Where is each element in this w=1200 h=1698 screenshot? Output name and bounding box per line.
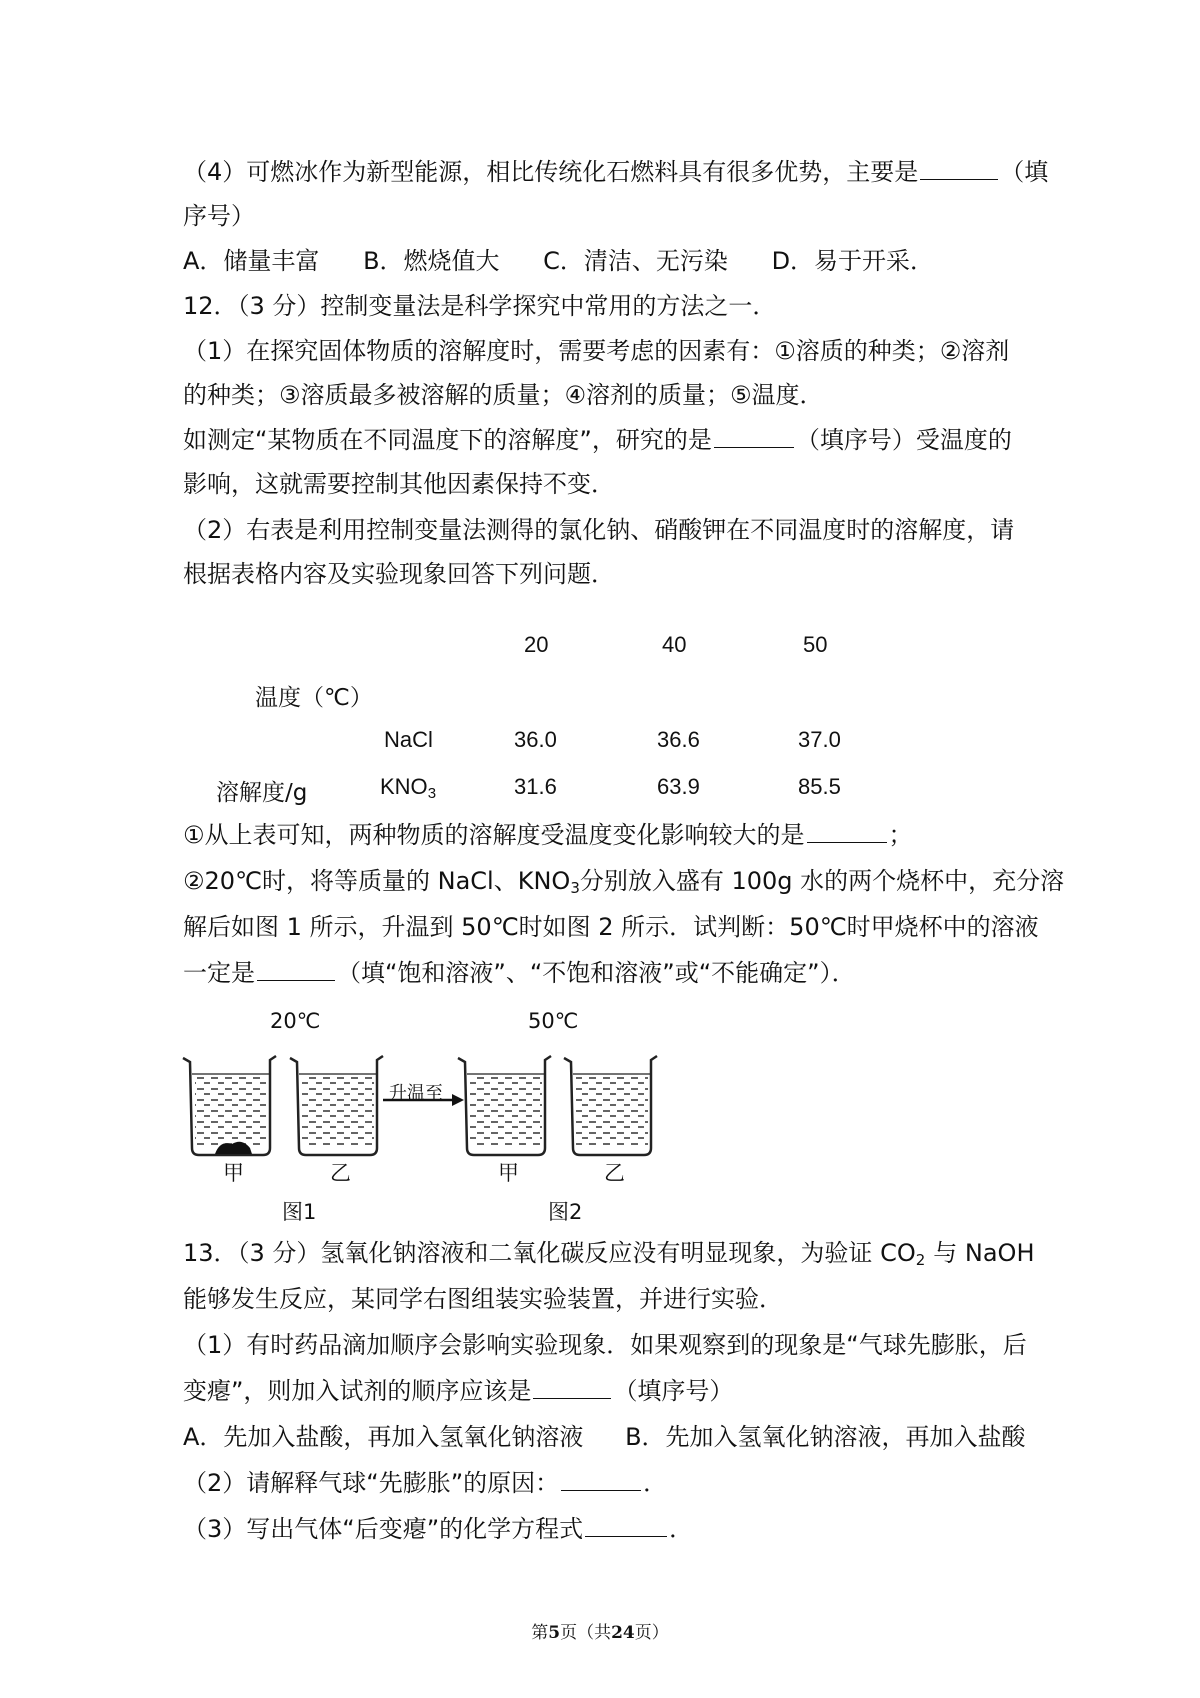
q13-stem-text2: 能够发生反应，某同学右图组装实验装置，并进行实验．	[183, 1285, 783, 1313]
q11-part4-line1	[183, 156, 1049, 188]
footer-page-number: 5	[548, 1623, 561, 1643]
q13-p3-text: （3）写出气体“后变瘪”的化学方程式	[183, 1515, 584, 1543]
q13-stem-text1a: 13．（3 分）氢氧化钠溶液和二氧化碳反应没有明显现象，为验证 CO	[183, 1239, 916, 1267]
answer-blank[interactable]	[920, 159, 998, 180]
q12-p2-text1: （2）右表是利用控制变量法测得的氯化钠、硝酸钾在不同温度时的溶解度，请	[183, 516, 1015, 544]
table-nacl-40: 36.6	[657, 727, 700, 752]
q12-qb-text1a: ②20℃时，将等质量的 NaCl、KNO	[183, 867, 571, 895]
q12-p1-text1: （1）在探究固体物质的溶解度时，需要考虑的因素有：①溶质的种类；②溶剂	[183, 337, 1010, 365]
q12-qb-text3a: 一定是	[183, 959, 255, 987]
q12-qa-text: ①从上表可知，两种物质的溶解度受温度变化影响较大的是	[183, 821, 805, 849]
q13-p3	[183, 1513, 1024, 1545]
fig-label-jia-2: 甲	[498, 1161, 519, 1185]
q13-p3-end: ．	[669, 1515, 694, 1543]
table-solubility-label: 溶解度/g	[216, 780, 308, 806]
answer-blank[interactable]	[714, 427, 794, 448]
q12-qb-sub: 3	[570, 879, 580, 897]
q12-p1-line3	[183, 424, 1024, 456]
q13-p1-text2a: 变瘪”，则加入试剂的顺序应该是	[183, 1377, 532, 1405]
table-temp-label: 温度（℃）	[255, 685, 373, 711]
q11-option-c: C．清洁、无污染	[543, 247, 728, 275]
fig-label-yi-2: 乙	[604, 1161, 625, 1185]
answer-blank[interactable]	[533, 1378, 611, 1399]
kno3-sub: 3	[427, 785, 437, 802]
table-kno3-20: 31.6	[514, 774, 557, 799]
table-kno3-label	[380, 774, 436, 802]
q13-p1-line1	[183, 1329, 1027, 1361]
q11-part4-cont: 序号）	[183, 202, 255, 230]
q12-qb-text2: 解后如图 1 所示，升温到 50℃时如图 2 所示．试判断：50℃时甲烧杯中的溶液	[183, 913, 1039, 941]
footer-suffix: 页）	[634, 1623, 669, 1643]
q13-stem-text1b: 与 NaOH	[933, 1239, 1035, 1267]
beaker-jia-20	[183, 1056, 276, 1155]
q12-stem-text: 12．（3 分）控制变量法是科学探究中常用的方法之一．	[183, 292, 777, 320]
fig-label-jia-1: 甲	[223, 1161, 244, 1185]
table-nacl-20: 36.0	[514, 727, 557, 752]
q11-option-b: B．燃烧值大	[363, 247, 500, 275]
q12-p2-line2	[183, 558, 1024, 590]
beaker-jia-50	[458, 1056, 551, 1155]
footer-prefix: 第	[531, 1623, 549, 1643]
q11-options	[183, 245, 1024, 277]
q11-part4-text: （4）可燃冰作为新型能源，相比传统化石燃料具有很多优势，主要是	[183, 158, 919, 186]
q13-p1-text1: （1）有时药品滴加顺序会影响实验现象．如果观察到的现象是“气球先膨胀，后	[183, 1331, 1027, 1359]
table-temp-40: 40	[662, 632, 687, 657]
fig-caption-2: 图2	[548, 1200, 583, 1224]
q12-qb-line1	[183, 865, 1065, 904]
q13-option-a: A．先加入盐酸，再加入氢氧化钠溶液	[183, 1423, 584, 1451]
q12-qb-line3	[183, 957, 1024, 989]
q12-stem	[183, 290, 1024, 322]
table-kno3-40: 63.9	[657, 774, 700, 799]
table-nacl-label: NaCl	[384, 727, 433, 752]
beaker-yi-20	[290, 1056, 383, 1155]
table-kno3-50: 85.5	[798, 774, 841, 799]
q12-p1-text2: 的种类；③溶质最多被溶解的质量；④溶剂的质量；⑤温度．	[183, 381, 824, 409]
q13-p1-line2	[183, 1375, 1024, 1407]
q12-qb-text3b: （填“饱和溶液”、“不饱和溶液”或“不能确定”）．	[337, 959, 856, 987]
q11-option-d: D．易于开采．	[771, 247, 935, 275]
footer-total-pages: 24	[611, 1623, 635, 1643]
q13-p2	[183, 1467, 1024, 1499]
beakers-drawing	[0, 1040, 1200, 1220]
q12-p1-text4: 影响，这就需要控制其他因素保持不变．	[183, 470, 615, 498]
table-nacl-50: 37.0	[798, 727, 841, 752]
q12-p2-line1	[183, 514, 1024, 546]
page-footer	[0, 1618, 1200, 1643]
q12-p1-line1	[183, 335, 1024, 367]
q13-stem-line1	[183, 1237, 1035, 1276]
fig-arrow-label: 升温至	[389, 1083, 443, 1104]
fig-caption-1: 图1	[282, 1200, 317, 1224]
table-temp-50: 50	[803, 632, 828, 657]
q12-qa-end: ；	[888, 821, 913, 849]
q12-p1-text3b: （填序号）受温度的	[795, 426, 1012, 454]
q13-option-b: B．先加入氢氧化钠溶液，再加入盐酸	[625, 1423, 1026, 1451]
q13-stem-line2	[183, 1283, 1024, 1315]
q13-options	[183, 1421, 1024, 1453]
fig-temp-20: 20℃	[270, 1009, 321, 1033]
q13-p1-text2b: （填序号）	[613, 1377, 734, 1405]
q11-part4-line2	[183, 200, 1024, 232]
answer-blank[interactable]	[561, 1470, 641, 1491]
beaker-yi-50	[564, 1056, 657, 1155]
q12-p1-text3a: 如测定“某物质在不同温度下的溶解度”，研究的是	[183, 426, 712, 454]
q12-p1-line4	[183, 468, 1024, 500]
q11-option-a: A．储量丰富	[183, 247, 320, 275]
q12-p1-line2	[183, 379, 1024, 411]
answer-blank[interactable]	[257, 960, 335, 981]
answer-blank[interactable]	[585, 1516, 667, 1537]
q13-p2-text: （2）请解释气球“先膨胀”的原因：	[183, 1469, 560, 1497]
fig-label-yi-1: 乙	[330, 1161, 351, 1185]
q12-qa	[183, 819, 1024, 851]
kno3-prefix: KNO	[380, 774, 428, 799]
answer-blank[interactable]	[807, 822, 887, 843]
q13-stem-sub: 2	[915, 1251, 926, 1269]
q11-part4-tail: （填	[1000, 158, 1049, 186]
fig-temp-50: 50℃	[528, 1009, 579, 1033]
q13-p2-end: ．	[643, 1469, 668, 1497]
q12-qb-line2	[183, 911, 1039, 943]
footer-mid: 页（共	[560, 1623, 612, 1643]
q12-p2-text2: 根据表格内容及实验现象回答下列问题．	[183, 560, 615, 588]
table-temp-20: 20	[524, 632, 549, 657]
q12-qb-text1b: 分别放入盛有 100g 水的两个烧杯中，充分溶	[579, 867, 1065, 895]
